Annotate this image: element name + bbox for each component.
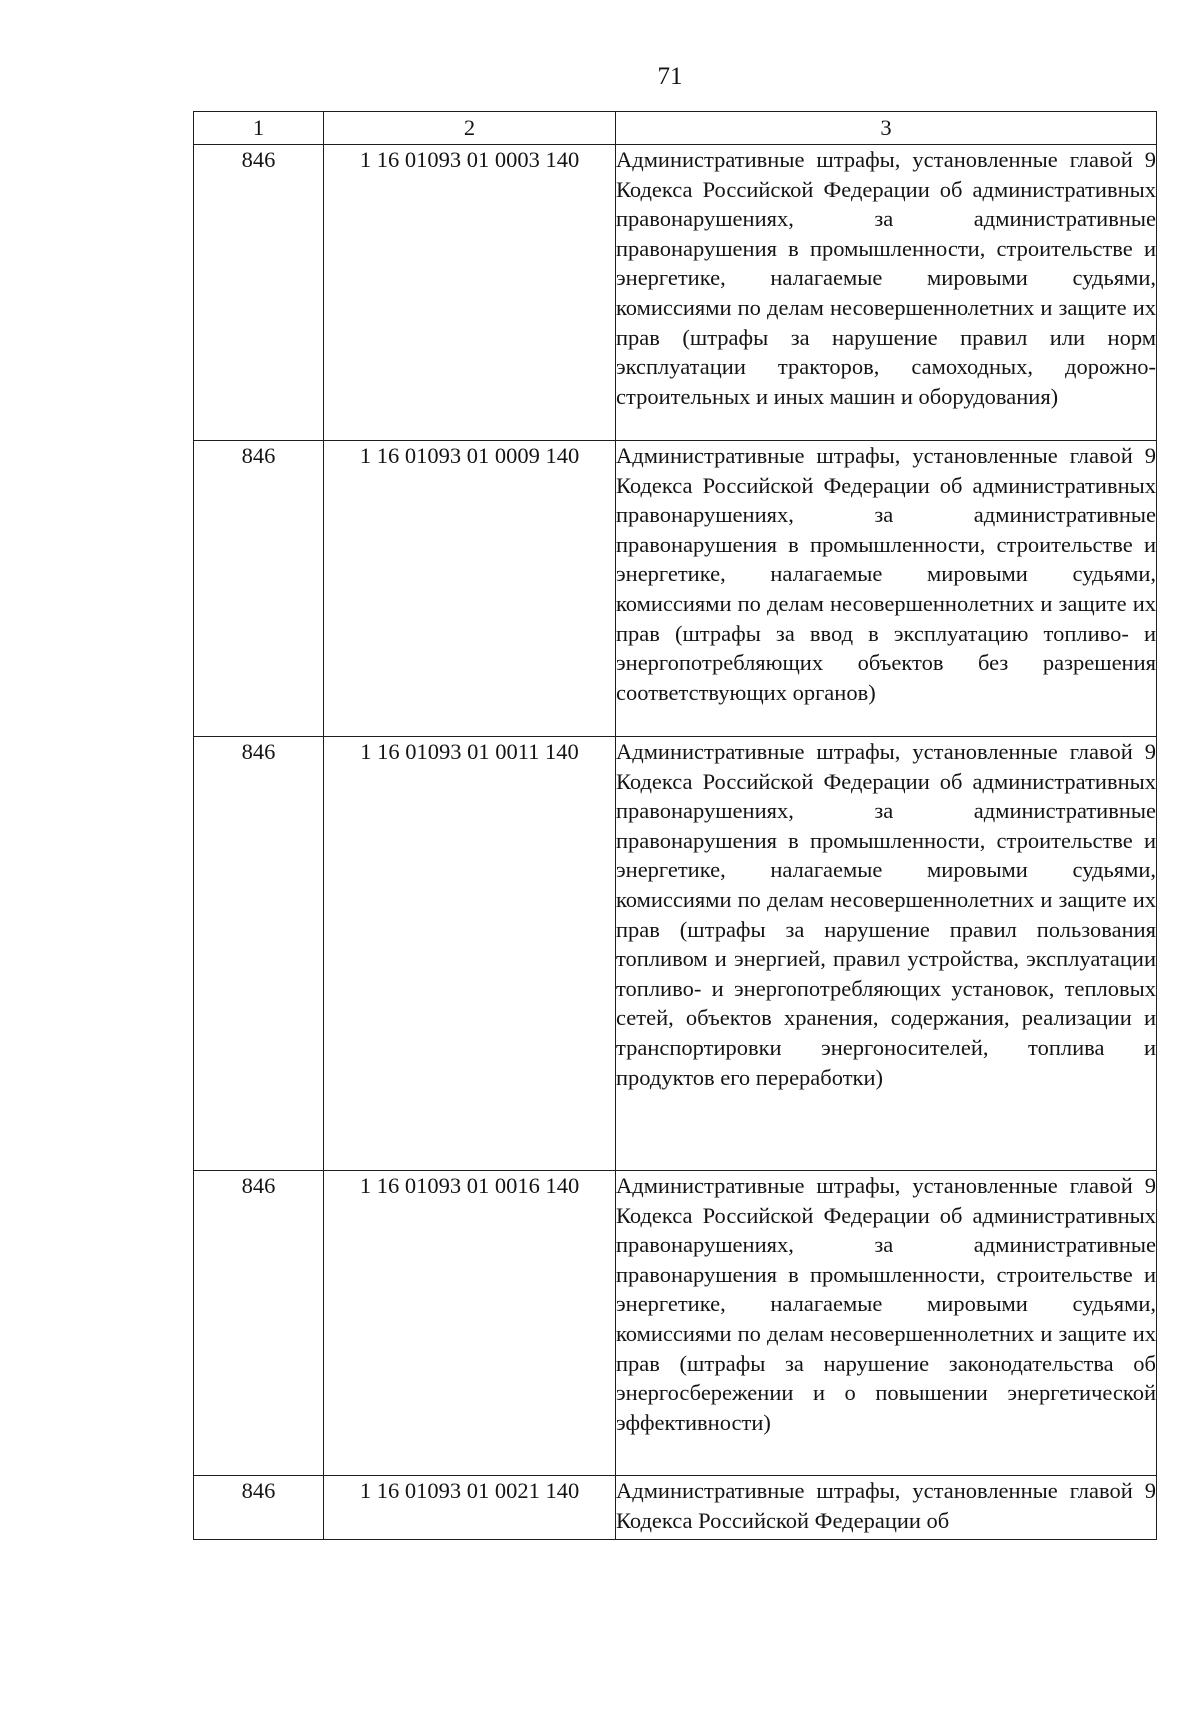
- description-cell: Административные штрафы, установленные главой 9 Кодекса Российской Федерации об административных правонарушениях, за административные правонарушения в промышленности, строительстве и энергетике, налагаемые мировыми судьями, комиссиями по делам несовершеннолетних и защите их прав (штрафы за нарушение законодательства об энергосбережении и о повышении энергетической эффективности): [616, 1171, 1157, 1476]
- revenue-code-cell: 1 16 01093 01 0003 140: [324, 145, 616, 441]
- admin-code-cell: 846: [194, 737, 324, 1171]
- column-header-1: 1: [194, 112, 324, 145]
- revenue-code-cell: 1 16 01093 01 0021 140: [324, 1476, 616, 1540]
- revenue-code-cell: 1 16 01093 01 0009 140: [324, 441, 616, 737]
- description-cell: Административные штрафы, установленные главой 9 Кодекса Российской Федерации об административных правонарушениях, за административные правонарушения в промышленности, строительстве и энергетике, налагаемые мировыми судьями, комиссиями по делам несовершеннолетних и защите их прав (штрафы за нарушение правил пользования топливом и энергией, правил устройства, эксплуатации топливо- и энергопотребляющих установок, тепловых сетей, объектов хранения, содержания, реализации и транспортировки энергоносителей, топлива и продуктов его переработки): [616, 737, 1157, 1171]
- revenue-code-cell: 1 16 01093 01 0011 140: [324, 737, 616, 1171]
- revenue-code-cell: 1 16 01093 01 0016 140: [324, 1171, 616, 1476]
- admin-code-cell: 846: [194, 145, 324, 441]
- table-row: [194, 1171, 1157, 1476]
- table-header-row: [194, 112, 1157, 145]
- description-cell: Административные штрафы, установленные главой 9 Кодекса Российской Федерации об: [616, 1476, 1157, 1540]
- revenue-codes-table: [193, 111, 1157, 1540]
- admin-code-cell: 846: [194, 1171, 324, 1476]
- table-row: [194, 441, 1157, 737]
- admin-code-cell: 846: [194, 441, 324, 737]
- page-number: 71: [657, 63, 683, 90]
- table-row: [194, 737, 1157, 1171]
- table-row: [194, 145, 1157, 441]
- column-header-3: 3: [616, 112, 1157, 145]
- column-header-2: 2: [324, 112, 616, 145]
- table-row: [194, 1476, 1157, 1540]
- description-cell: Административные штрафы, установленные главой 9 Кодекса Российской Федерации об административных правонарушениях, за административные правонарушения в промышленности, строительстве и энергетике, налагаемые мировыми судьями, комиссиями по делам несовершеннолетних и защите их прав (штрафы за нарушение правил или норм эксплуатации тракторов, самоходных, дорожно-строительных и иных машин и оборудования): [616, 145, 1157, 441]
- admin-code-cell: 846: [194, 1476, 324, 1540]
- description-cell: Административные штрафы, установленные главой 9 Кодекса Российской Федерации об административных правонарушениях, за административные правонарушения в промышленности, строительстве и энергетике, налагаемые мировыми судьями, комиссиями по делам несовершеннолетних и защите их прав (штрафы за ввод в эксплуатацию топливо- и энергопотребляющих объектов без разрешения соответствующих органов): [616, 441, 1157, 737]
